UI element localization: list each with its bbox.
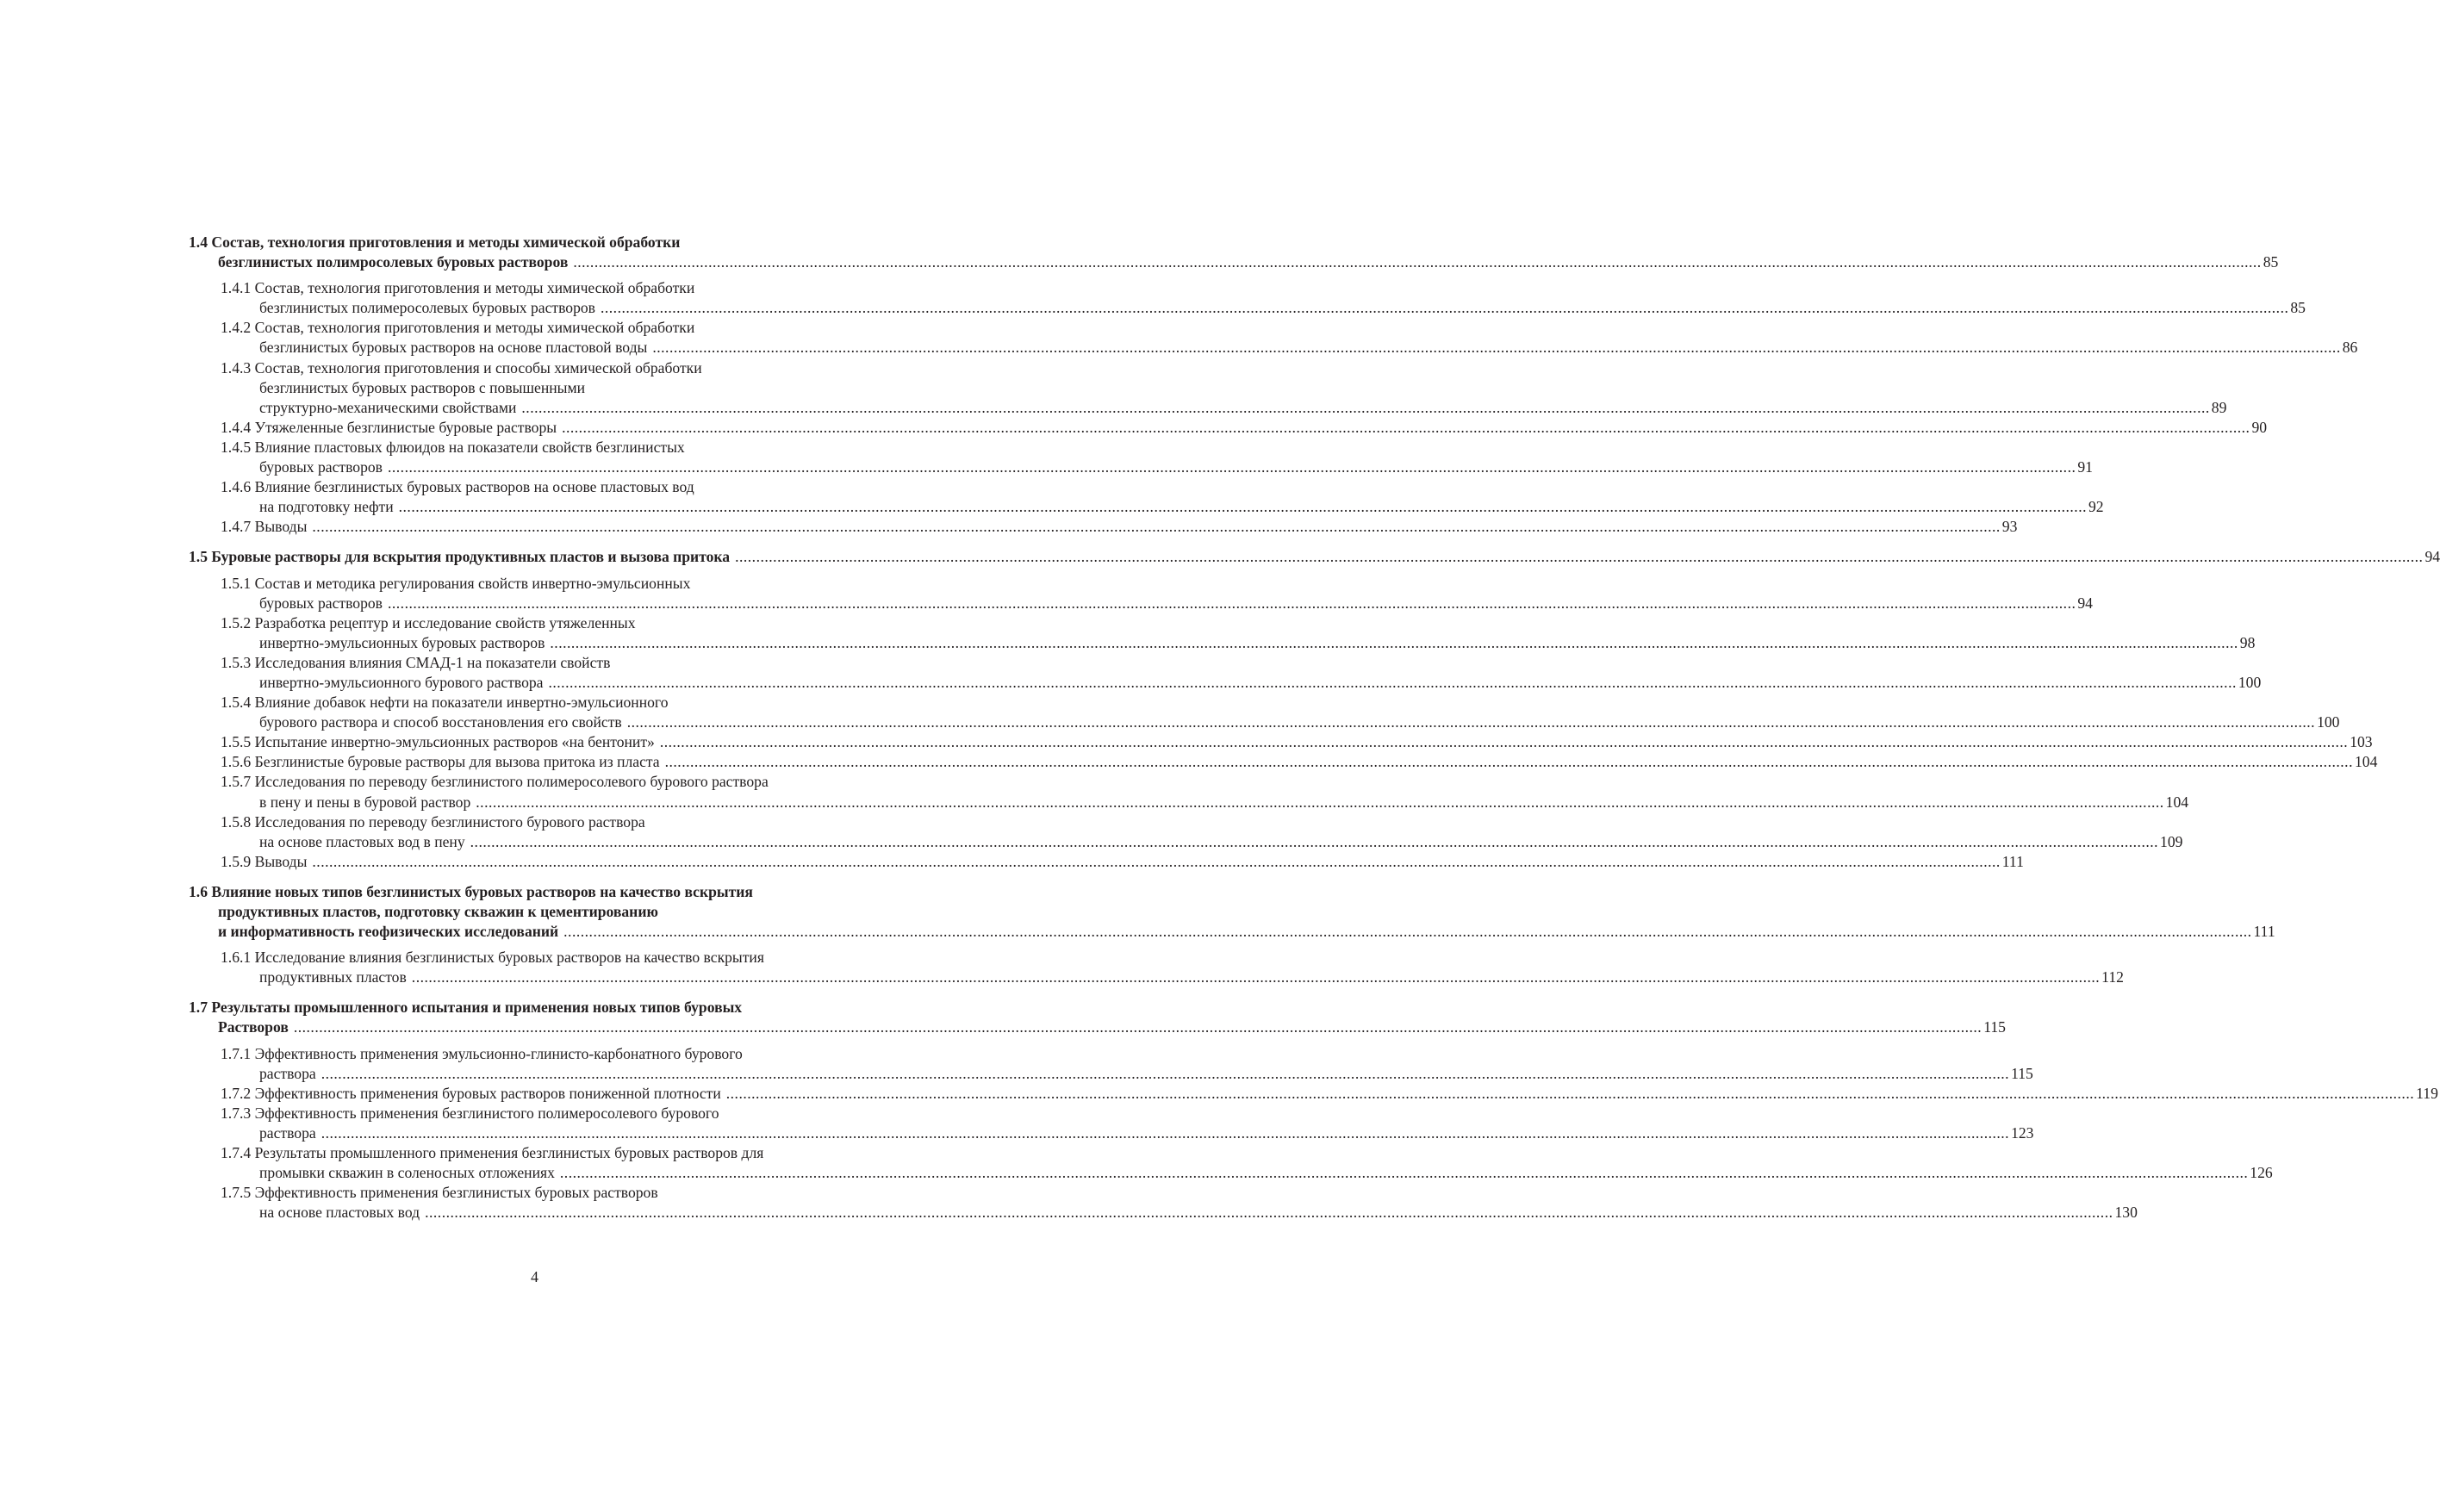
toc-page-number: 126 [2250, 1164, 2273, 1182]
toc-subsection[interactable] [221, 613, 2256, 653]
toc-entry-body [221, 477, 2104, 517]
toc-entry-body [221, 517, 2018, 537]
dot-leader: ................................................................................................................................................................................................................................................................................................................................................................................................................ [387, 594, 2076, 612]
toc-subsection[interactable] [221, 574, 2093, 613]
toc-entry-line [221, 1044, 870, 1064]
toc-subsection-list [189, 278, 2358, 537]
dot-leader: ................................................................................................................................................................................................................................................................................................................................................................................................................ [312, 852, 2001, 870]
dot-leader: ................................................................................................................................................................................................................................................................................................................................................................................................................ [550, 633, 2238, 651]
dot-leader: ................................................................................................................................................................................................................................................................................................................................................................................................................ [521, 398, 2210, 416]
toc-entry-title: в пену и пены в буровой раствор [259, 793, 471, 811]
toc-entry-number: 1.4 [189, 233, 212, 251]
toc-subsection[interactable] [221, 438, 2093, 477]
dot-leader: ................................................................................................................................................................................................................................................................................................................................................................................................................ [411, 968, 2101, 986]
toc-entry-number: 1.5.6 [221, 753, 255, 771]
toc-entry-body [189, 998, 2006, 1037]
toc-entry-line [259, 712, 2340, 732]
toc-entry-number: 1.7.5 [221, 1184, 255, 1202]
toc-entry-line [189, 882, 870, 902]
toc-entry-line [221, 418, 2268, 438]
toc-section[interactable] [189, 882, 2275, 942]
toc-page-number: 94 [2424, 548, 2440, 566]
toc-entry-title: Эффективность применения безглинистых буровых растворов [254, 1184, 658, 1202]
toc-entry-number: 1.4.6 [221, 478, 255, 496]
toc-page-number: 130 [2114, 1204, 2138, 1222]
toc-entry-line [259, 298, 2306, 318]
toc-entry-title: Эффективность применения безглинистого полимеросолевого бурового [254, 1104, 719, 1122]
toc-entry-line [189, 233, 870, 252]
toc-entry-line [221, 772, 870, 792]
toc-entry-line [259, 1123, 2034, 1143]
toc-entry-line [221, 693, 870, 712]
toc-entry-line [259, 1163, 2273, 1183]
toc-entry-line [221, 752, 2378, 772]
toc-entry-number: 1.7.2 [221, 1084, 255, 1102]
toc-entry-body [221, 318, 2358, 358]
toc-entry-number: 1.4.2 [221, 319, 255, 337]
toc-entry-title: 1.5.9 Выводы [221, 852, 308, 870]
toc-entry-line [259, 673, 2262, 693]
toc-page-number: 85 [2263, 253, 2279, 271]
toc-page-number: 90 [2251, 418, 2268, 436]
toc-entry-number: 1.7.3 [221, 1104, 255, 1122]
toc-subsection[interactable] [221, 1183, 2138, 1223]
toc-page-number: 104 [2354, 753, 2378, 771]
dot-leader: ................................................................................................................................................................................................................................................................................................................................................................................................................ [470, 832, 2159, 850]
toc-entry-body [221, 752, 2378, 772]
toc-entry-line [259, 398, 2227, 418]
toc-page-number: 92 [2088, 498, 2104, 516]
toc-entry-title: продуктивных пластов [259, 968, 407, 986]
dot-leader: ................................................................................................................................................................................................................................................................................................................................................................................................................ [321, 1064, 2010, 1082]
toc-entry-line [221, 1084, 2438, 1104]
toc-page-number: 115 [1983, 1018, 2006, 1036]
toc-entry-body [189, 547, 2440, 567]
dot-leader: ................................................................................................................................................................................................................................................................................................................................................................................................................ [563, 923, 2252, 941]
toc-section-group [189, 882, 2275, 987]
dot-leader: ................................................................................................................................................................................................................................................................................................................................................................................................................ [293, 1018, 1982, 1036]
dot-leader: ................................................................................................................................................................................................................................................................................................................................................................................................................ [652, 339, 2341, 357]
toc-entry-title: 1.5.5 Испытание инвертно-эмульсионных растворов «на бентонит» [221, 733, 655, 751]
toc-entry-body [221, 812, 2183, 852]
toc-entry-number: 1.5.7 [221, 773, 255, 791]
toc-entry-number: 1.5.4 [221, 694, 255, 712]
toc-entry-number: 1.5.1 [221, 574, 255, 592]
toc-page-number: 111 [2253, 923, 2275, 941]
toc-entry-title: 1.4.7 Выводы [221, 518, 308, 536]
toc-entry-title: Состав и методика регулирования свойств инвертно-эмульсионных [254, 574, 691, 592]
toc-entry-line: безглинистых буровых растворов с повышенными [259, 378, 586, 396]
dot-leader: ................................................................................................................................................................................................................................................................................................................................................................................................................ [664, 753, 2353, 771]
toc-subsection[interactable] [221, 1084, 2438, 1104]
toc-entry-line [221, 812, 870, 832]
toc-entry-title: и информативность геофизических исследований [218, 923, 559, 941]
toc-page-number: 115 [2011, 1064, 2033, 1082]
toc-entry-body [221, 613, 2256, 653]
toc-entry-line [221, 574, 870, 594]
toc-entry-title: Влияние пластовых флюидов на показатели свойств безглинистых [254, 438, 685, 456]
toc-subsection[interactable] [221, 517, 2018, 537]
dot-leader: ................................................................................................................................................................................................................................................................................................................................................................................................................ [387, 458, 2076, 476]
toc-subsection[interactable] [221, 852, 2024, 872]
toc-entry-title: Разработка рецептур и исследование свойств утяжеленных [254, 613, 636, 632]
dot-leader: ................................................................................................................................................................................................................................................................................................................................................................................................................ [562, 418, 2250, 436]
toc-subsection[interactable] [221, 318, 2358, 358]
toc-entry-number: 1.4.3 [221, 358, 255, 376]
toc-section[interactable] [189, 233, 2279, 272]
dot-leader: ................................................................................................................................................................................................................................................................................................................................................................................................................ [321, 1123, 2010, 1142]
toc-entry-number: 1.7.1 [221, 1044, 255, 1062]
toc-entry-line [218, 922, 2275, 942]
toc-entry-number: 1.7 [189, 999, 212, 1017]
toc-subsection-list [189, 574, 2378, 872]
toc-entry-body [221, 653, 2262, 693]
toc-entry-line [259, 1064, 2033, 1084]
toc-entry-body [221, 438, 2093, 477]
toc-entry-number: 1.5.2 [221, 613, 255, 632]
toc-entry-line [221, 1104, 870, 1123]
toc-entry-title: на основе пластовых вод в пену [259, 832, 465, 850]
toc-page-number: 103 [2350, 733, 2373, 751]
toc-entry-body [221, 574, 2093, 613]
toc-entry-number: 1.4.5 [221, 438, 255, 456]
toc-entry-title: Исследования по переводу безглинистого бурового раствора [254, 812, 645, 831]
toc-entry-title: 1.5.6 Безглинистые буровые растворы для вызова притока из пласта [221, 753, 660, 771]
toc-subsection[interactable] [221, 1143, 2273, 1183]
toc-entry-number: 1.6.1 [221, 949, 255, 967]
toc-entry-title: раствора [259, 1123, 316, 1142]
toc-entry-title: Состав, технология приготовления и методы химической обработки [254, 279, 695, 297]
toc-entry-body [221, 852, 2024, 872]
toc-entry-body [189, 233, 2279, 272]
dot-leader: ................................................................................................................................................................................................................................................................................................................................................................................................................ [559, 1164, 2249, 1182]
toc-entry-line [221, 1143, 870, 1163]
dot-leader: ................................................................................................................................................................................................................................................................................................................................................................................................................ [573, 253, 2262, 271]
toc-entry-title: Исследования влияния СМАД-1 на показатели свойств [254, 653, 611, 671]
toc-entry-title: Влияние новых типов безглинистых буровых растворов на качество вскрытия [211, 882, 753, 900]
toc-subsection[interactable] [221, 477, 2104, 517]
toc-entry-number: 1.4.1 [221, 279, 255, 297]
toc-subsection[interactable] [221, 278, 2306, 318]
toc-entry-body [221, 1143, 2273, 1183]
toc-entry-line [259, 968, 2124, 987]
toc-entry-line [221, 732, 2373, 752]
dot-leader: ................................................................................................................................................................................................................................................................................................................................................................................................................ [600, 299, 2289, 317]
toc-section[interactable] [189, 998, 2006, 1037]
toc-entry-title: Эффективность применения эмульсионно-глинисто-карбонатного бурового [254, 1044, 743, 1062]
toc-entry-number: 1.5.9 [221, 852, 255, 870]
toc-subsection[interactable] [221, 732, 2373, 752]
toc-entry-body [221, 732, 2373, 752]
toc-entry-number: 1.5.8 [221, 812, 255, 831]
toc-entry-line [259, 338, 2358, 358]
toc-page-number: 98 [2239, 633, 2256, 651]
toc-entry-body [221, 278, 2306, 318]
toc-page-number: 91 [2077, 458, 2093, 476]
toc-page-number: 89 [2211, 398, 2227, 416]
toc-subsection[interactable] [221, 693, 2340, 732]
toc-entry-body [221, 418, 2268, 438]
toc-entry-line [221, 653, 870, 673]
toc-entry-line [221, 948, 870, 968]
toc-subsection[interactable] [221, 948, 2124, 987]
toc-page-number: 109 [2160, 832, 2183, 850]
toc-page-number: 94 [2077, 594, 2093, 612]
toc-entry-line [218, 252, 2279, 272]
toc-entry-line [189, 998, 870, 1017]
toc-page-number: 93 [2001, 518, 2018, 536]
toc-entry-line [259, 497, 2104, 517]
dot-leader: ................................................................................................................................................................................................................................................................................................................................................................................................................ [476, 793, 2164, 811]
toc-entry-line [221, 318, 870, 338]
toc-entry-line [259, 793, 2189, 812]
toc-entry-title: Состав, технология приготовления и методы химической обработки [254, 319, 695, 337]
toc-entry-title: промывки скважин в соленосных отложениях [259, 1164, 555, 1182]
toc-entry-number: 1.5.5 [221, 733, 255, 751]
toc-entry-title: инвертно-эмульсионного бурового раствора [259, 673, 544, 691]
toc-subsection[interactable] [221, 358, 2227, 418]
toc-entry-title: раствора [259, 1064, 316, 1082]
toc-subsection-list [189, 948, 2124, 987]
toc-entry-body [221, 1044, 2033, 1084]
toc-subsection-list [189, 1044, 2438, 1223]
toc-page-number: 100 [2238, 673, 2262, 691]
toc-entry-title: Влияние безглинистых буровых растворов на основе пластовых вод [254, 478, 694, 496]
toc-section-group [189, 998, 2438, 1223]
toc-entry-title: на подготовку нефти [259, 498, 394, 516]
toc-entry-line [221, 358, 870, 378]
toc-entry-title: на основе пластовых вод [259, 1204, 420, 1222]
toc-subsection[interactable] [221, 812, 2183, 852]
dot-leader: ................................................................................................................................................................................................................................................................................................................................................................................................................ [312, 518, 2001, 536]
toc-entry-body [221, 358, 2227, 418]
toc-entry-title: структурно-механическими свойствами [259, 398, 517, 416]
dot-leader: ................................................................................................................................................................................................................................................................................................................................................................................................................ [735, 548, 2424, 566]
toc-entry-number: 1.5.3 [221, 653, 255, 671]
toc-subsection[interactable] [221, 1044, 2033, 1084]
toc-entry-line [221, 278, 870, 298]
dot-leader: ................................................................................................................................................................................................................................................................................................................................................................................................................ [425, 1204, 2113, 1222]
toc-entry-body [221, 948, 2124, 987]
toc-entry-line [221, 1183, 870, 1203]
toc-entry-body [221, 693, 2340, 732]
toc-subsection[interactable] [221, 418, 2268, 438]
toc-entry-line [221, 477, 870, 497]
toc-page-number: 119 [2416, 1084, 2438, 1102]
toc-entry-number: 1.6 [189, 882, 212, 900]
toc-entry-title: безглинистых полимросолевых буровых растворов [218, 253, 569, 271]
toc-entry-number: 1.5 [189, 548, 212, 566]
dot-leader: ................................................................................................................................................................................................................................................................................................................................................................................................................ [398, 498, 2087, 516]
toc-entry-line [189, 547, 2440, 567]
toc-section-group [189, 233, 2358, 537]
toc-entry-line [221, 852, 2024, 872]
toc-entry-title: бурового раствора и способ восстановления его свойств [259, 713, 622, 731]
toc-subsection[interactable] [221, 653, 2262, 693]
toc-entry-title: Исследования по переводу безглинистого полимеросолевого бурового раствора [254, 773, 769, 791]
dot-leader: ................................................................................................................................................................................................................................................................................................................................................................................................................ [659, 733, 2349, 751]
toc-page-number: 112 [2101, 968, 2124, 986]
dot-leader: ................................................................................................................................................................................................................................................................................................................................................................................................................ [548, 673, 2237, 691]
toc-entry-line [259, 594, 2093, 613]
dot-leader: ................................................................................................................................................................................................................................................................................................................................................................................................................ [626, 713, 2316, 731]
toc-page-number: 85 [2290, 299, 2306, 317]
toc-entry-body [221, 772, 2189, 812]
toc-entry-number: 1.4.7 [221, 518, 255, 536]
toc-page-number: 100 [2317, 713, 2340, 731]
toc-entry-number: 1.7.4 [221, 1144, 255, 1162]
toc-entry-title: безглинистых полимеросолевых буровых растворов [259, 299, 595, 317]
toc-entry-title: буровых растворов [259, 594, 383, 612]
toc-section-group [189, 547, 2440, 872]
toc-entry-title: инвертно-эмульсионных буровых растворов [259, 633, 545, 651]
toc-entry-line [218, 1017, 2006, 1037]
toc-entry-title: 1.5 Буровые растворы для вскрытия продуктивных пластов и вызова притока [189, 548, 731, 566]
toc-entry-line [221, 438, 870, 457]
page-number: 4 [531, 1268, 538, 1285]
table-of-contents [189, 233, 2440, 1223]
toc-subsection[interactable] [221, 752, 2378, 772]
toc-entry-title: Исследование влияния безглинистых буровых растворов на качество вскрытия [254, 949, 764, 967]
toc-page-number: 123 [2011, 1123, 2034, 1142]
toc-entry-title: Растворов [218, 1018, 289, 1036]
toc-entry-title: безглинистых буровых растворов на основе пластовой воды [259, 339, 648, 357]
toc-entry-body [189, 882, 2275, 942]
toc-entry-title: Результаты промышленного применения безглинистых буровых растворов для [254, 1144, 764, 1162]
toc-page-number: 104 [2165, 793, 2189, 811]
toc-entry-line [259, 633, 2256, 653]
toc-entry-title: Состав, технология приготовления и способы химической обработки [254, 358, 702, 376]
toc-entry-line: продуктивных пластов, подготовку скважин к цементированию [218, 903, 658, 920]
toc-entry-title: Результаты промышленного испытания и применения новых типов буровых [211, 999, 743, 1017]
toc-entry-title: 1.4.4 Утяжеленные безглинистые буровые растворы [221, 418, 557, 436]
dot-leader: ................................................................................................................................................................................................................................................................................................................................................................................................................ [725, 1084, 2415, 1102]
toc-entry-body [221, 1084, 2438, 1104]
toc-entry-line [221, 517, 2018, 537]
toc-entry-body [221, 1183, 2138, 1223]
toc-entry-title: 1.7.2 Эффективность применения буровых растворов пониженной плотности [221, 1084, 721, 1102]
toc-entry-line [221, 613, 870, 633]
toc-entry-number: 1.4.4 [221, 418, 255, 436]
toc-entry-title: Состав, технология приготовления и методы химической обработки [211, 233, 681, 251]
toc-entry-line [259, 832, 2183, 852]
toc-entry-title: Влияние добавок нефти на показатели инвертно-эмульсионного [254, 694, 669, 712]
toc-entry-body [221, 1104, 2034, 1143]
toc-subsection[interactable] [221, 1104, 2034, 1143]
toc-page-number: 111 [2001, 852, 2024, 870]
toc-entry-line [259, 1203, 2138, 1223]
toc-entry-line [259, 457, 2093, 477]
toc-section[interactable] [189, 547, 2440, 567]
toc-entry-title: буровых растворов [259, 458, 383, 476]
toc-subsection[interactable] [221, 772, 2189, 812]
toc-page-number: 86 [2342, 339, 2358, 357]
